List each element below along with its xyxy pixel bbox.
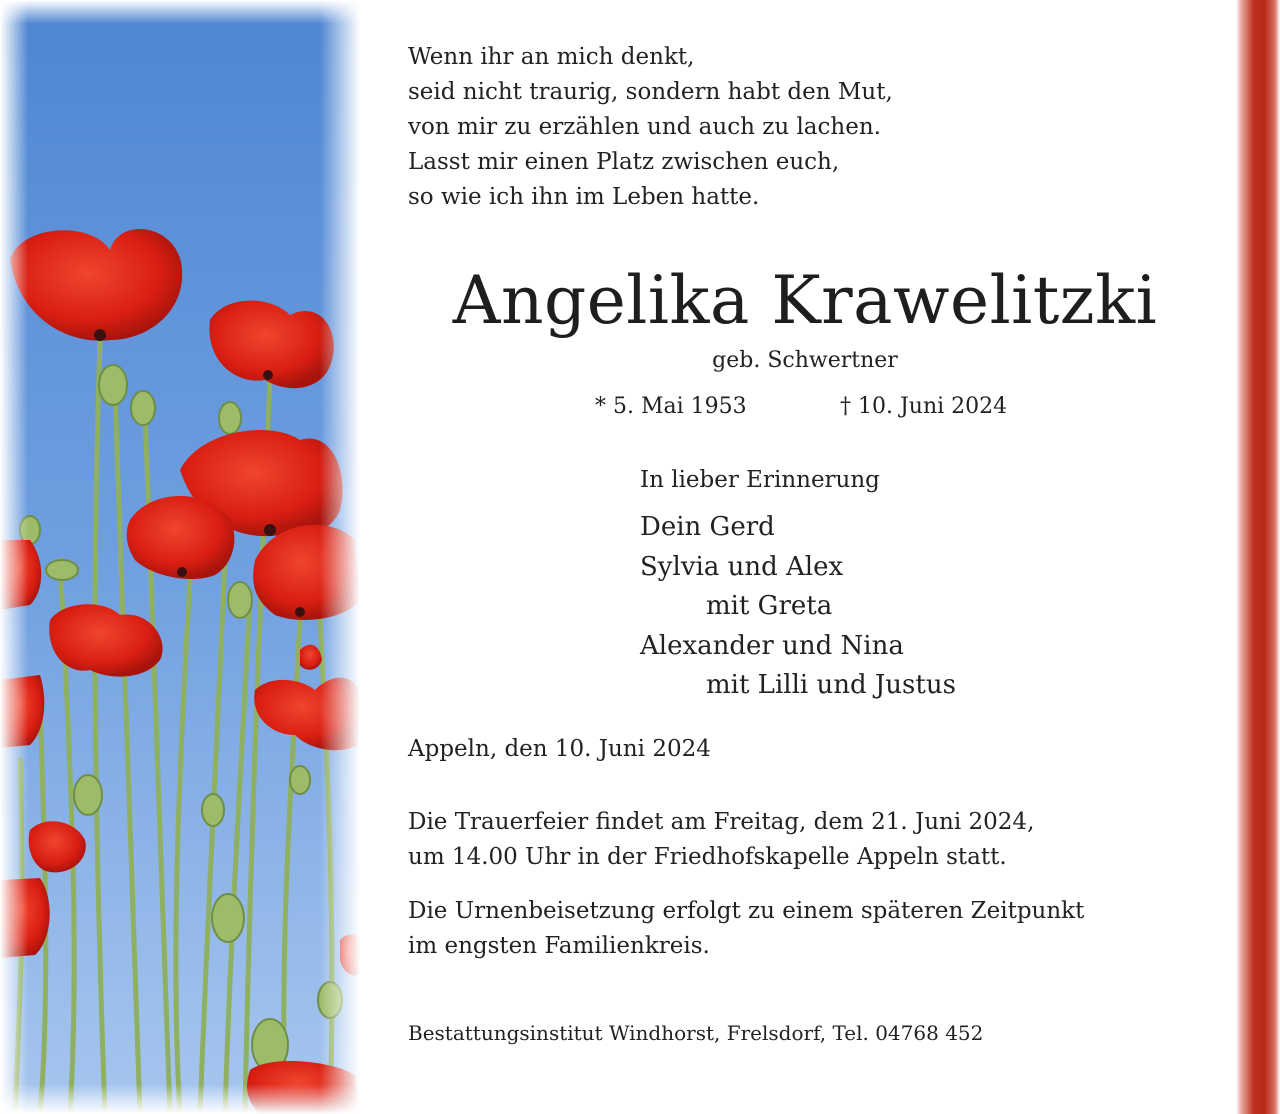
place-date: Appeln, den 10. Juni 2024 (408, 736, 711, 762)
funeral-line: Die Trauerfeier findet am Freitag, dem 21. Juni 2024, (408, 809, 1035, 835)
funeral-line: um 14.00 Uhr in der Friedhofskapelle Appeln statt. (408, 844, 1007, 870)
poem (408, 40, 893, 215)
family-member: mit Greta (706, 591, 833, 621)
poem-line: so wie ich ihn im Leben hatte. (408, 184, 760, 210)
poem-line: seid nicht traurig, sondern habt den Mut, (408, 79, 893, 105)
maiden-name: geb. Schwertner (712, 348, 898, 373)
memory-heading: In lieber Erinnerung (640, 467, 880, 493)
birth-date: * 5. Mai 1953 (595, 394, 747, 419)
family-member: mit Lilli und Justus (706, 670, 956, 700)
family-member: Sylvia und Alex (640, 551, 844, 582)
funeral-notice (408, 805, 1034, 875)
urn-line: Die Urnenbeisetzung erfolgt zu einem späteren Zeitpunkt (408, 898, 1085, 924)
family-member: Dein Gerd (640, 512, 775, 542)
urn-line: im engsten Familienkreis. (408, 933, 710, 959)
poppy-field-image (0, 0, 360, 1114)
poem-line: Wenn ihr an mich denkt, (408, 44, 695, 70)
poem-line: Lasst mir einen Platz zwischen euch, (408, 149, 840, 175)
death-date: † 10. Juni 2024 (840, 394, 1008, 419)
family-member: Alexander und Nina (640, 630, 904, 661)
urn-notice (408, 894, 1084, 964)
family-list (640, 508, 956, 706)
deceased-name: Angelika Krawelitzki (452, 262, 1158, 339)
decorative-red-bar (1236, 0, 1280, 1114)
poem-line: von mir zu erzählen und auch zu lachen. (408, 114, 881, 140)
undertaker-info: Bestattungsinstitut Windhorst, Frelsdorf, Tel. 04768 452 (408, 1021, 984, 1045)
